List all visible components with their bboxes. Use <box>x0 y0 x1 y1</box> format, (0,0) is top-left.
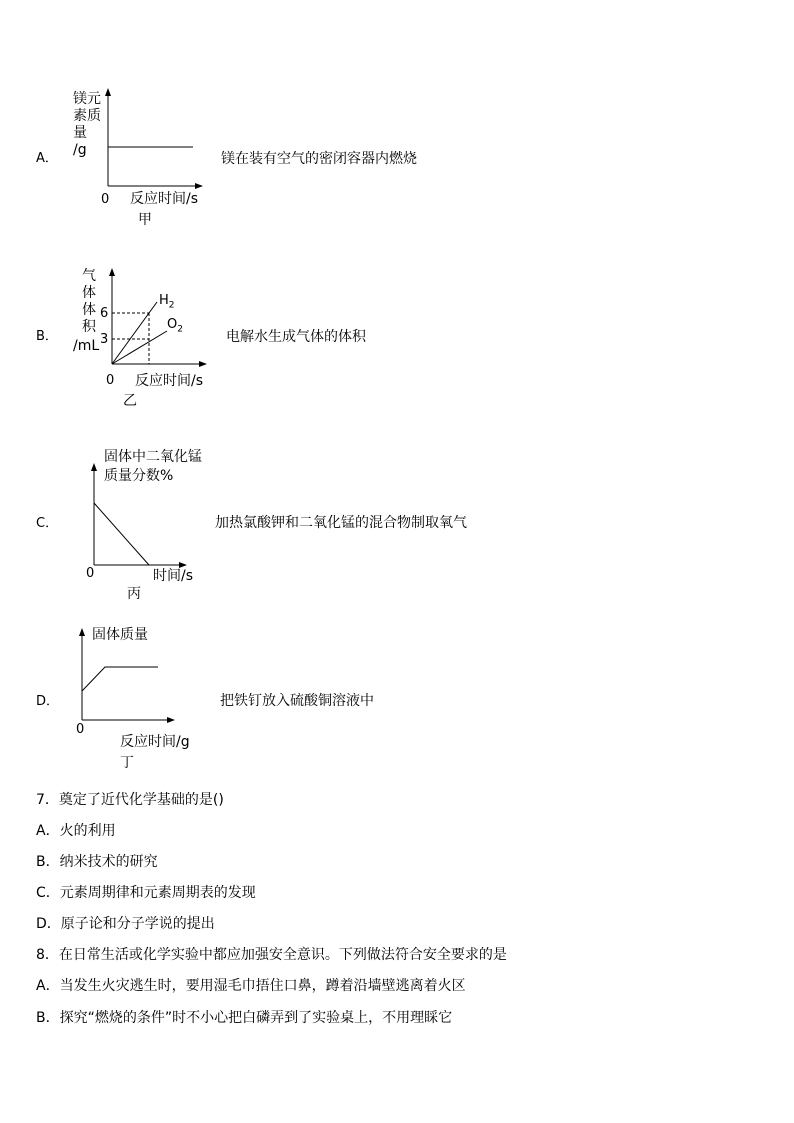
figure-caption: 丙 <box>127 586 141 602</box>
option-description: 镁在装有空气的密闭容器内燃烧 <box>221 151 417 167</box>
y-axis-unit: /mL <box>73 338 100 354</box>
choice-c[interactable]: C．元素周期律和元素周期表的发现 <box>36 885 256 901</box>
question-stem: 8．在日常生活或化学实验中都应加强安全意识。下列做法符合安全要求的是 <box>36 947 507 963</box>
option-letter: A． <box>36 151 58 166</box>
choice-b[interactable]: B．探究“燃烧的条件”时不小心把白磷弄到了实验桌上，不用理睬它 <box>36 1010 453 1026</box>
origin-label: 0 <box>106 373 115 388</box>
origin-label: 0 <box>76 722 85 737</box>
option-letter: C． <box>36 516 59 531</box>
option-letter: D． <box>36 694 60 709</box>
option-description: 电解水生成气体的体积 <box>226 329 366 345</box>
choice-a[interactable]: A．当发生火灾逃生时，要用湿毛巾捂住口鼻，蹲着沿墙壁逃离着火区 <box>36 978 466 994</box>
y-axis-arrow <box>79 628 85 636</box>
tick-label-6: 6 <box>100 306 109 321</box>
choice-b[interactable]: B．纳米技术的研究 <box>36 854 158 870</box>
figure-caption: 乙 <box>123 393 137 409</box>
origin-label: 0 <box>86 566 95 581</box>
tick-label-3: 3 <box>100 332 109 347</box>
question-stem: 7．奠定了近代化学基础的是() <box>36 792 224 808</box>
figure-caption: 丁 <box>120 755 134 771</box>
option-letter: B． <box>36 329 58 344</box>
x-axis-label: 时间/s <box>153 568 194 584</box>
choice-d[interactable]: D．原子论和分子学说的提出 <box>36 916 215 932</box>
origin-label: 0 <box>101 192 110 207</box>
choice-a[interactable]: A．火的利用 <box>36 823 116 839</box>
series-label-o2: $O_2$ <box>167 317 183 335</box>
x-axis-label: 反应时间/s <box>135 373 204 389</box>
y-axis-label: 固体中二氧化锰 质量分数% <box>104 449 202 484</box>
y-axis-label: 固体质量 <box>92 627 148 643</box>
x-axis-label: 反应时间/s <box>130 191 199 207</box>
x-axis-arrow <box>167 717 175 723</box>
x-axis-label: 反应时间/g <box>120 734 190 750</box>
y-axis-label: 气 体 体 积 <box>82 268 96 335</box>
option-description: 加热氯酸钾和二氧化锰的混合物制取氧气 <box>215 515 467 531</box>
y-axis-label: 镁元 素质 量 /g <box>73 91 101 158</box>
option-description: 把铁钉放入硫酸铜溶液中 <box>220 693 374 709</box>
series-label-h2: $H_2$ <box>159 293 175 311</box>
series-line <box>82 667 158 691</box>
figure-caption: 甲 <box>138 212 152 228</box>
